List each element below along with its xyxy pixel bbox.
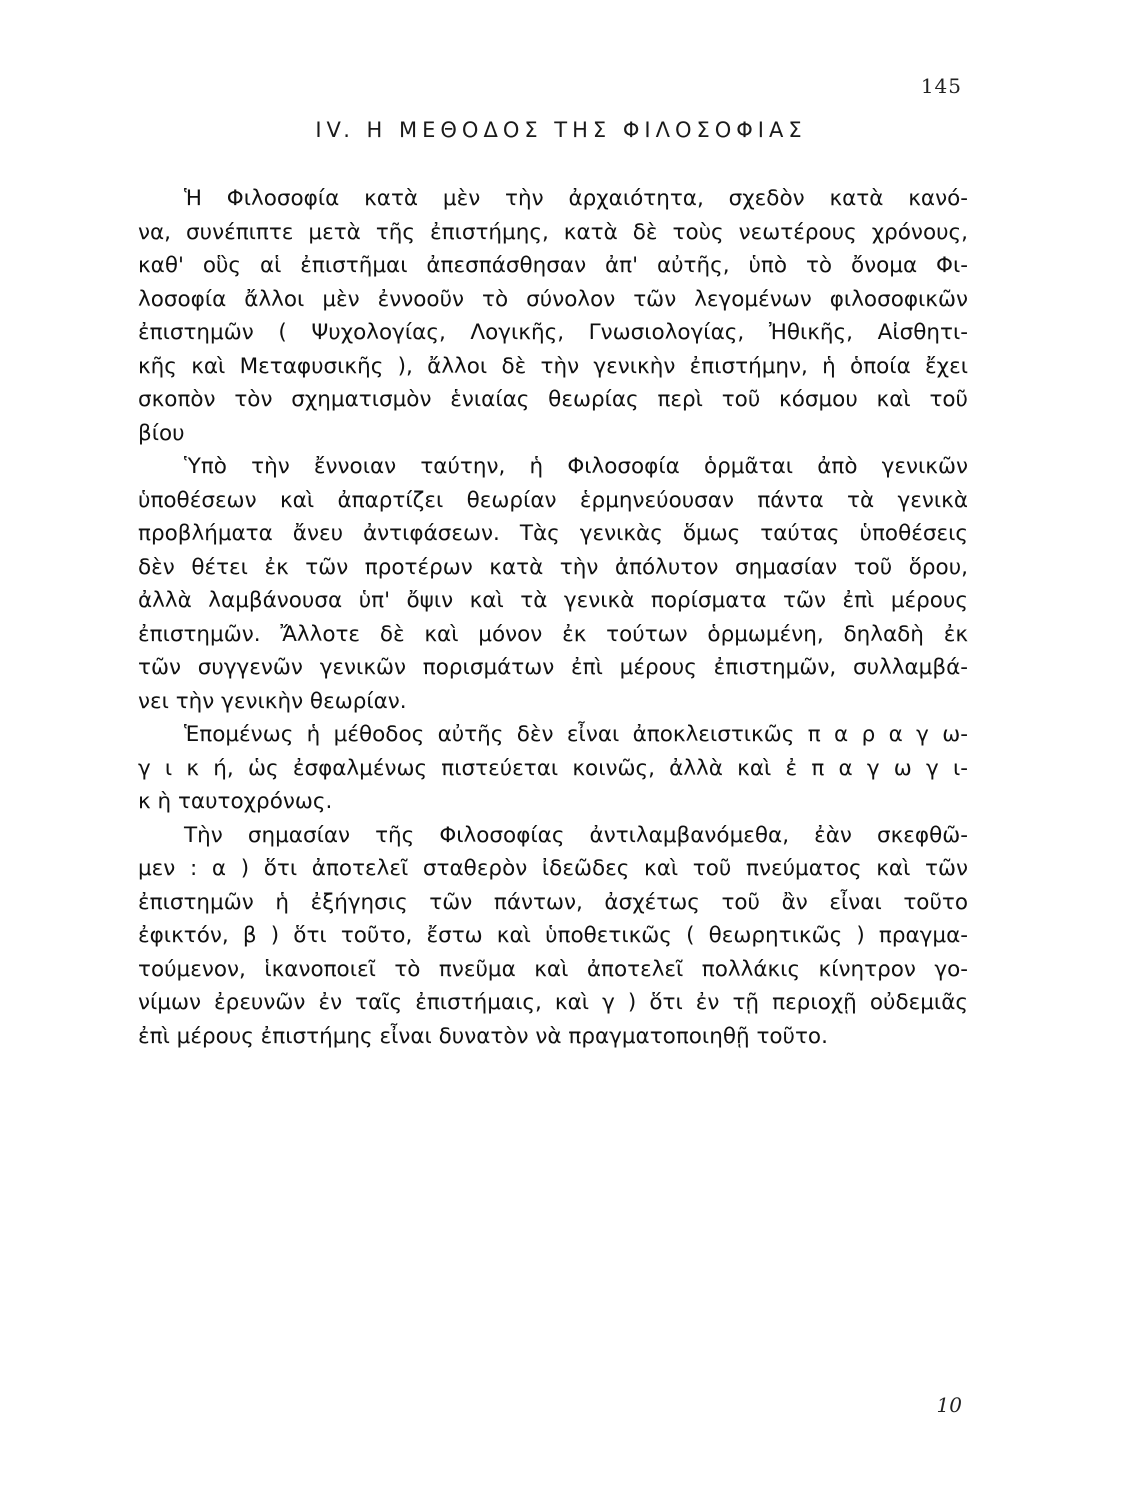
text-line: ἐπιστημῶν ἡ ἐξήγησις τῶν πάντων, ἀσχέτως τοῦ ἂν εἶναι τοῦτο <box>138 889 968 915</box>
text-line: ἐφικτόν, β ) ὅτι τοῦτο, ἔστω καὶ ὑποθετικῶς ( θεωρητικῶς ) πραγμα- <box>138 923 968 948</box>
body-text <box>138 182 968 1053</box>
text-line: γ ι κ ή, ὡς ἐσφαλμένως πιστεύεται κοινῶς, ἀλλὰ καὶ ἐ π α γ ω γ ι- <box>138 755 968 781</box>
signature-mark: 10 <box>936 1393 962 1417</box>
text-line: προβλήματα ἄνευ ἀντιφάσεων. Τὰς γενικὰς ὅμως ταύτας ὑποθέσεις <box>138 521 968 546</box>
text-line: σκοπὸν τὸν σχηματισμὸν ἑνιαίας θεωρίας περὶ τοῦ κόσμου καὶ τοῦ <box>138 387 968 412</box>
text-line: να, συνέπιπτε μετὰ τῆς ἐπιστήμης, κατὰ δὲ τοὺς νεωτέρους χρόνους, <box>138 219 968 245</box>
text-line: ὑποθέσεων καὶ ἀπαρτίζει θεωρίαν ἑρμηνεύουσαν πάντα τὰ γενικὰ <box>138 487 968 513</box>
text-line: Ἡ Φιλοσοφία κατὰ μὲν τὴν ἀρχαιότητα, σχεδὸν κατὰ κανό- <box>184 186 968 211</box>
text-line: Ἑπομένως ἡ μέθοδος αὐτῆς δὲν εἶναι ἀποκλειστικῶς π α ρ α γ ω- <box>184 722 968 747</box>
text-line: καθ' οὓς αἱ ἐπιστῆμαι ἀπεσπάσθησαν ἀπ' αὐτῆς, ὑπὸ τὸ ὄνομα Φι- <box>138 253 968 278</box>
paragraph <box>138 450 968 718</box>
text-line: νει τὴν γενικὴν θεωρίαν. <box>138 688 407 714</box>
text-line: ἀλλὰ λαμβάνουσα ὑπ' ὄψιν καὶ τὰ γενικὰ πορίσματα τῶν ἐπὶ μέρους <box>138 588 968 613</box>
text-line: ἐπιστημῶν. Ἄλλοτε δὲ καὶ μόνον ἐκ τούτων ὁρμωμένη, δηλαδὴ ἐκ <box>138 621 968 647</box>
paragraph <box>138 819 968 1054</box>
text-line: βίου <box>138 420 185 446</box>
chapter-title: IV. Η ΜΕΘΟΔΟΣ ΤΗΣ ΦΙΛΟΣΟΦΙΑΣ <box>315 118 807 142</box>
text-line: λοσοφία ἄλλοι μὲν ἐννοοῦν τὸ σύνολον τῶν λεγομένων φιλοσοφικῶν <box>138 286 968 312</box>
paragraph <box>138 718 968 819</box>
text-line: κῆς καὶ Μεταφυσικῆς ), ἄλλοι δὲ τὴν γενικὴν ἐπιστήμην, ἡ ὁποία ἔχει <box>138 353 968 379</box>
page-number: 145 <box>920 74 962 98</box>
text-line: κ ὴ ταυτοχρόνως. <box>138 789 333 814</box>
text-line: ἐπιστημῶν ( Ψυχολογίας, Λογικῆς, Γνωσιολογίας, Ἠθικῆς, Αἰσθητι- <box>138 320 968 345</box>
text-line: ἐπὶ μέρους ἐπιστήμης εἶναι δυνατὸν νὰ πραγματοποιηθῇ τοῦτο. <box>138 1023 828 1049</box>
text-line: Τὴν σημασίαν τῆς Φιλοσοφίας ἀντιλαμβανόμεθα, ἐὰν σκεφθῶ- <box>184 822 968 848</box>
paragraph <box>138 182 968 450</box>
text-line: δὲν θέτει ἐκ τῶν προτέρων κατὰ τὴν ἀπόλυτον σημασίαν τοῦ ὅρου, <box>138 554 968 580</box>
text-line: νίμων ἐρευνῶν ἐν ταῖς ἐπιστήμαις, καὶ γ ) ὅτι ἐν τῇ περιοχῇ οὐδεμιᾶς <box>138 990 968 1015</box>
text-line: μεν : α ) ὅτι ἀποτελεῖ σταθερὸν ἰδεῶδες καὶ τοῦ πνεύματος καὶ τῶν <box>138 856 968 881</box>
text-line: τούμενον, ἱκανοποιεῖ τὸ πνεῦμα καὶ ἀποτελεῖ πολλάκις κίνητρον γο- <box>138 956 968 982</box>
text-line: τῶν συγγενῶν γενικῶν πορισμάτων ἐπὶ μέρους ἐπιστημῶν, συλλαμβά- <box>138 655 968 680</box>
text-line: Ὑπὸ τὴν ἔννοιαν ταύτην, ἡ Φιλοσοφία ὁρμᾶται ἀπὸ γενικῶν <box>184 454 968 479</box>
